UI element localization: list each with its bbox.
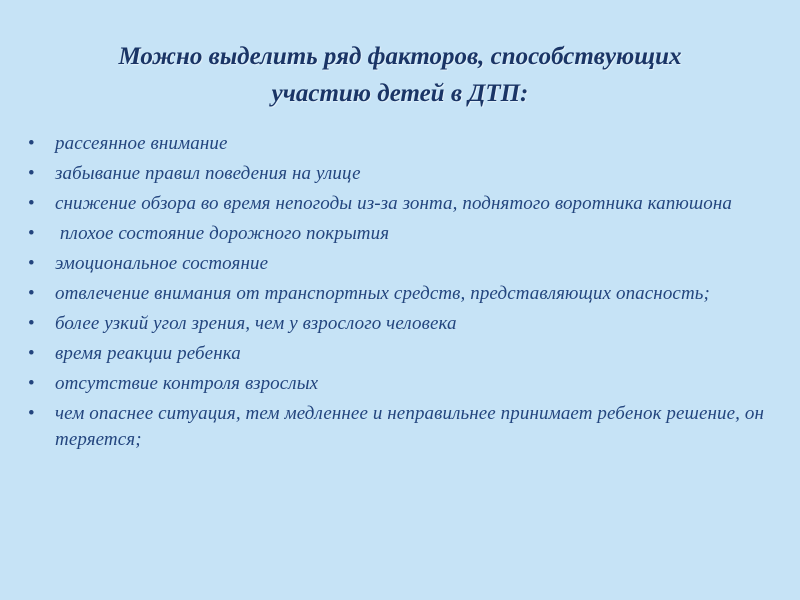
bullet-icon: • bbox=[28, 372, 35, 394]
list-item-text: плохое состояние дорожного покрытия bbox=[55, 222, 390, 244]
list-item-text: отсутствие контроля взрослых bbox=[55, 372, 319, 394]
factor-list bbox=[28, 131, 768, 457]
bullet-icon: • bbox=[28, 252, 35, 274]
title-line-1: Можно выделить ряд факторов, способствующих bbox=[118, 43, 682, 70]
bullet-icon: • bbox=[28, 282, 35, 304]
bullet-icon: • bbox=[28, 133, 35, 154]
title-line-2: участию детей в ДТП: bbox=[271, 80, 529, 107]
list-item bbox=[28, 251, 768, 277]
slide-title bbox=[20, 38, 780, 112]
list-item-text: забывание правил поведения на улице bbox=[55, 162, 361, 184]
list-item-text: время реакции ребенка bbox=[55, 342, 241, 364]
list-item bbox=[28, 281, 768, 307]
list-item-text: чем опаснее ситуация, тем медленнее и неправильнее принимает ребенок решение, он теряется; bbox=[55, 402, 764, 450]
list-item bbox=[28, 341, 768, 367]
bullet-icon: • bbox=[28, 312, 35, 334]
list-item bbox=[28, 161, 768, 187]
list-item bbox=[28, 191, 768, 217]
list-item-text: более узкий угол зрения, чем у взрослого человека bbox=[55, 312, 457, 334]
list-item bbox=[28, 401, 768, 453]
list-item-text: отвлечение внимания от транспортных средств, представляющих опасность; bbox=[55, 282, 710, 304]
bullet-icon: • bbox=[28, 192, 35, 214]
list-item bbox=[28, 221, 768, 247]
bullet-icon: • bbox=[28, 342, 35, 364]
list-item bbox=[28, 371, 768, 397]
list-item-text: эмоциональное состояние bbox=[55, 252, 269, 274]
list-item bbox=[28, 131, 768, 157]
list-item-text: рассеянное внимание bbox=[55, 133, 228, 154]
bullet-icon: • bbox=[28, 402, 35, 424]
bullet-icon: • bbox=[28, 162, 35, 184]
list-item-text: снижение обзора во время непогоды из-за зонта, поднятого воротника капюшона bbox=[55, 192, 733, 214]
bullet-icon: • bbox=[28, 222, 35, 244]
list-item bbox=[28, 311, 768, 337]
